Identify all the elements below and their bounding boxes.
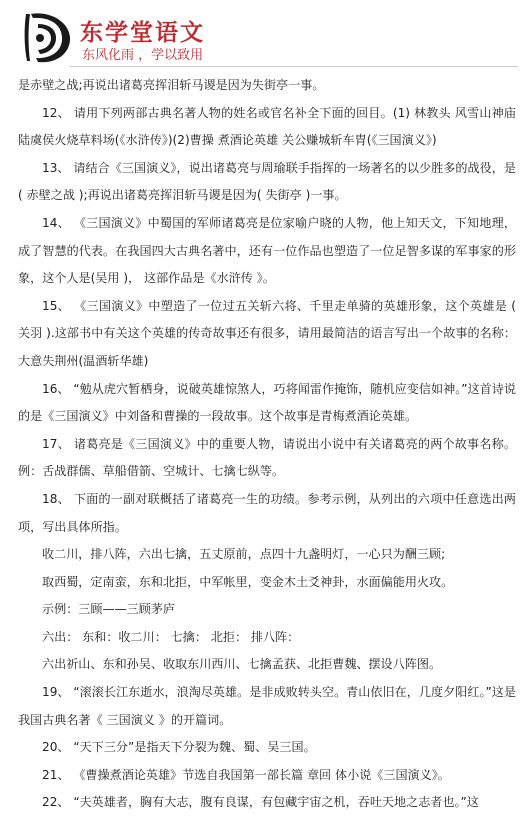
question-21: 21、 《曹操煮酒论英雄》节选自我国第一部长篇 章回 体小说《三国演义》。 — [42, 767, 450, 782]
example-line: 示例：三顾——三顾茅庐 — [42, 602, 176, 617]
question-19: 19、 “滚滚长江东逝水，浪淘尽英雄。是非成败转头空。青山依旧在，几度夕阳红。”这是我国古典名著《 三国演义 》的开篇词。 — [18, 685, 516, 727]
paragraph-continuation: 是赤壁之战;再说出诸葛亮挥泪斩马谡是因为失街亭一事。 — [18, 78, 325, 92]
question-14: 14、 《三国演义》中蜀国的军师诸葛亮是位家喻户晓的人物，他上知天文，下知地理，成了智慧的代表。在我国四大古典名著中，还有一位作品也塑造了一位足智多谋的军事家的形象，这个人是(吴用 )， 这部作品是《水浒传 》。 — [18, 215, 516, 286]
question-22: 22、 “夫英雄者，胸有大志，腹有良谋，有包藏宇宙之机，吞吐天地之志者也。”这 — [42, 795, 479, 810]
question-17: 17、 诸葛亮是《三国演义》中的重要人物，请说出小说中有关诸葛亮的两个故事名称。例：舌战群儒、草船借箭、空城计、七擒七纵等。 — [18, 436, 516, 479]
header-divider — [70, 66, 518, 67]
brand-logo-d-icon — [18, 8, 76, 66]
brand-title: 东学堂语文 — [80, 20, 205, 46]
question-13: 13、 请结合《三国演义》，说出诸葛亮与周瑜联手指挥的一场著名的以少胜多的战役，是( 赤壁之战 );再说出诸葛亮挥泪斩马谡是因为( 失街亭 )一事。 — [18, 160, 516, 203]
question-20: 20、 “天下三分”是指天下分裂为魏、蜀、吴三国。 — [42, 740, 316, 755]
question-18: 18、 下面的一副对联概括了诸葛亮一生的功绩。参考示例，从列出的六项中任意选出两项，写出具体所指。 — [18, 491, 516, 534]
document-body — [18, 72, 516, 817]
page-header — [0, 0, 531, 70]
answer-prompts: 六出： 东和：收二川： 七擒： 北拒： 排八阵： — [42, 629, 300, 644]
couplet-line-2: 取西蜀，定南蛮，东和北拒，中军帐里，变金木土爻神卦，水面偏能用火攻。 — [42, 574, 454, 589]
couplet-line-1: 收二川，排八阵，六出七擒，五丈原前，点四十九盏明灯，一心只为酬三顾; — [42, 547, 446, 562]
question-16: 16、 “勉从虎穴暂栖身，说破英雄惊煞人，巧将闻雷作掩饰，随机应变信如神。”这首诗说的是《三国演义》中刘备和曹操的一段故事。这个故事是青梅煮酒论英雄。 — [18, 381, 516, 424]
answer-line: 六出祈山、东和孙吴、收取东川西川、七擒孟获、北拒曹魏、摆设八阵图。 — [42, 657, 442, 672]
question-12: 12、 请用下列两部古典名著人物的姓名或官名补全下面的回目。(1) 林教头 风雪山神庙 陆虞侯火烧草料场(《水浒传》)(2)曹操 煮酒论英雄 关公赚城斩车胄(《三国演义》) — [18, 105, 516, 148]
question-15: 15、 《三国演义》中塑造了一位过五关斩六将、千里走单骑的英雄形象，这个英雄是 ( 关羽 ).这部书中有关这个英雄的传奇故事还有很多，请用最简洁的语言写出一个故事的名称：大意失荆州(温酒斩华雄) — [18, 298, 516, 368]
brand-slogan: 东风化雨 ，学以致用 — [82, 48, 204, 63]
